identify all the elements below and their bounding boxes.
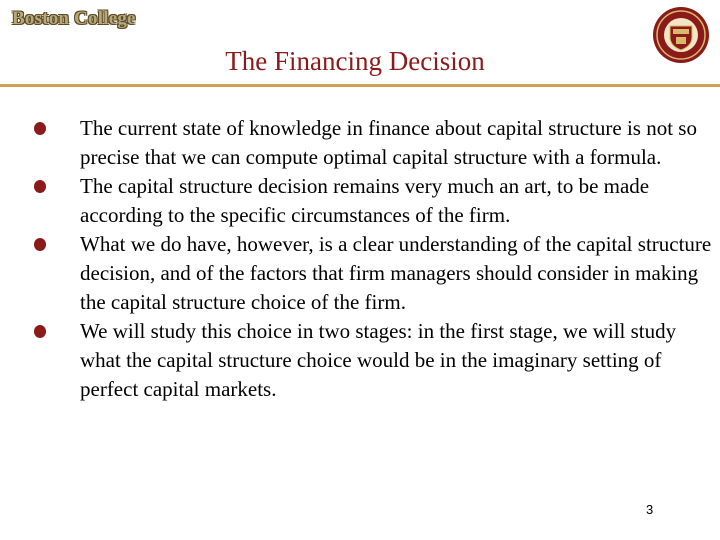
- page-title: The Financing Decision: [225, 46, 485, 76]
- list-item-text: The capital structure decision remains very much an art, to be made according to the specific circumstances of the firm.: [80, 174, 650, 227]
- bullet-list: [34, 114, 714, 404]
- list-item: [34, 230, 714, 317]
- page-number: 3: [646, 502, 654, 517]
- list-item-text: What we do have, however, is a clear understanding of the capital structure decision, and of the factors that firm managers should consider in making the capital structure choice of the firm.: [80, 232, 712, 314]
- list-item: [34, 114, 714, 172]
- bullet-icon: [34, 238, 46, 251]
- list-item: [34, 172, 714, 230]
- list-item-text: The current state of knowledge in finance about capital structure is not so precise that we can compute optimal capital structure with a formula.: [80, 116, 697, 169]
- institution-logo-text: Boston College: [12, 8, 136, 29]
- list-item: [34, 317, 714, 404]
- list-item-text: We will study this choice in two stages: in the first stage, we will study what the capital structure choice would be in the imaginary setting of perfect capital markets.: [80, 319, 677, 401]
- title-divider: [0, 84, 720, 87]
- bullet-icon: [34, 180, 46, 193]
- bullet-icon: [34, 325, 46, 338]
- bullet-icon: [34, 122, 46, 135]
